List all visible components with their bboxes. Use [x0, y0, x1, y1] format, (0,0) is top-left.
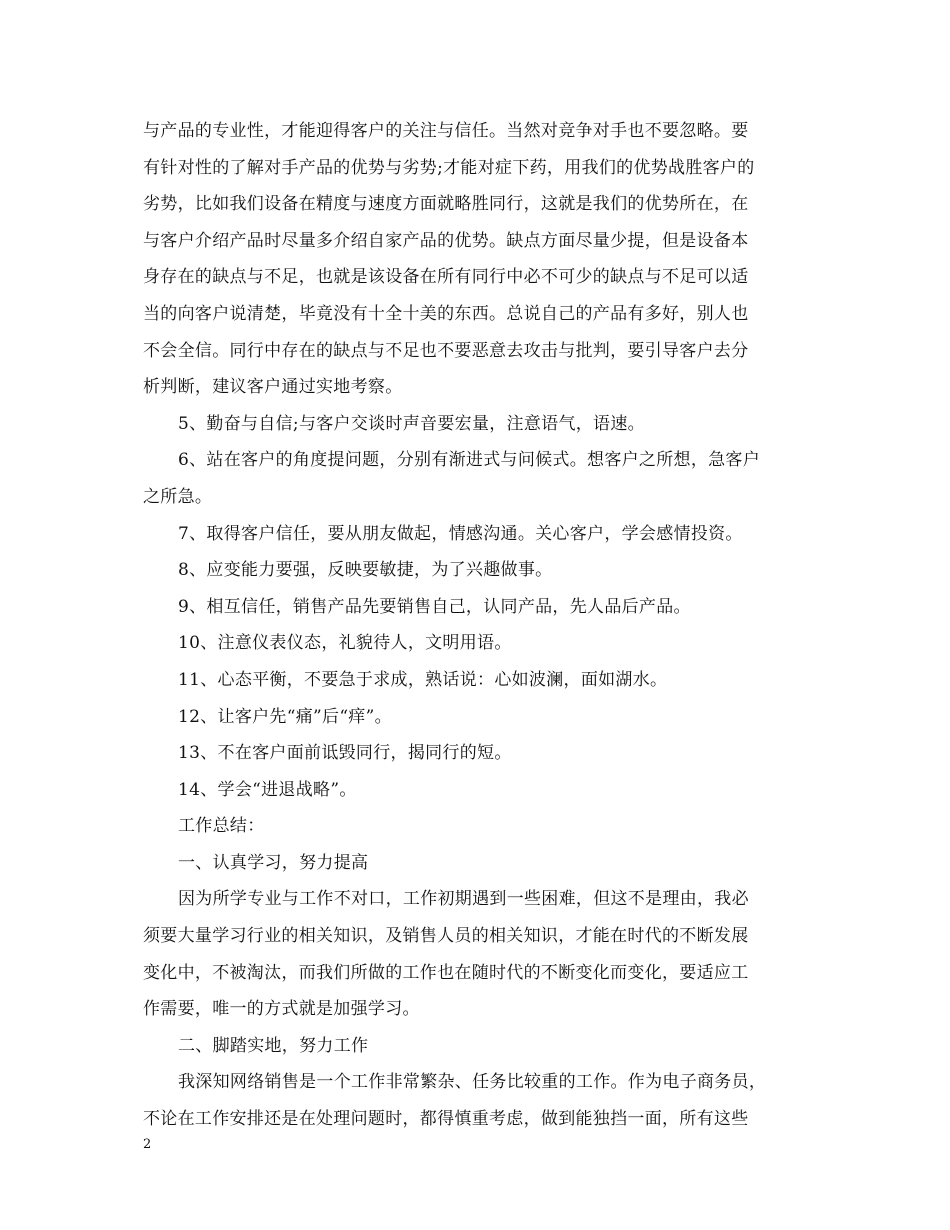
text-line: 作需要，唯一的方式就是加强学习。: [143, 999, 420, 1020]
text-line: 12、让客户先“痛”后“痒”。: [178, 706, 392, 727]
text-line: 一、认真学习，努力提高: [178, 852, 369, 873]
text-line: 因为所学专业与工作不对口，工作初期遇到一些困难，但这不是理由，我必: [178, 889, 749, 910]
page-number: 2: [143, 1137, 152, 1152]
text-line: 劣势，比如我们设备在精度与速度方面就略胜同行，这就是我们的优势所在，在: [143, 194, 749, 215]
text-line: 有针对性的了解对手产品的优势与劣势;才能对症下药，用我们的优势战胜客户的: [143, 157, 755, 178]
text-line: 我深知网络销售是一个工作非常繁杂、任务比较重的工作。作为电子商务员，: [178, 1072, 767, 1093]
text-line: 10、注意仪表仪态，礼貌待人，文明用语。: [178, 633, 512, 654]
text-line: 须要大量学习行业的相关知识，及销售人员的相关知识，才能在时代的不断发展: [143, 926, 749, 947]
text-line: 11、心态平衡，不要急于求成，熟话说：心如波澜，面如湖水。: [178, 669, 668, 690]
text-line: 6、站在客户的角度提问题，分别有渐进式与问候式。想客户之所想，急客户: [178, 450, 761, 471]
document-body: [143, 113, 808, 1138]
text-line: 之所急。: [143, 486, 213, 507]
text-line: 变化中，不被淘汰，而我们所做的工作也在随时代的不断变化而变化，要适应工: [143, 962, 749, 983]
text-line: 不论在工作安排还是在处理问题时，都得慎重考虑，做到能独挡一面，所有这些: [143, 1109, 749, 1130]
text-line: 身存在的缺点与不足，也就是该设备在所有同行中必不可少的缺点与不足可以适: [143, 267, 749, 288]
text-line: 5、勤奋与自信;与客户交谈时声音要宏量，注意语气，语速。: [178, 413, 645, 434]
text-line: 与产品的专业性，才能迎得客户的关注与信任。当然对竞争对手也不要忽略。要: [143, 121, 749, 141]
text-line: 13、不在客户面前诋毁同行，揭同行的短。: [178, 743, 512, 764]
text-line: 与客户介绍产品时尽量多介绍自家产品的优势。缺点方面尽量少提，但是设备本: [143, 230, 749, 251]
text-line: 工作总结：: [178, 816, 265, 837]
text-line: 9、相互信任，销售产品先要销售自己，认同产品，先人品后产品。: [178, 596, 691, 617]
text-line: 7、取得客户信任，要从朋友做起，情感沟通。关心客户，学会感情投资。: [178, 523, 743, 544]
text-line: 二、脚踏实地，努力工作: [178, 1035, 369, 1056]
text-line: 14、学会“进退战略”。: [178, 779, 357, 800]
text-line: 不会全信。同行中存在的缺点与不足也不要恶意去攻击与批判，要引导客户去分: [143, 340, 749, 361]
text-line: 当的向客户说清楚，毕竟没有十全十美的东西。总说自己的产品有多好，别人也: [143, 303, 749, 324]
text-line: 析判断，建议客户通过实地考察。: [143, 377, 403, 398]
text-line: 8、应变能力要强，反映要敏捷，为了兴趣做事。: [178, 560, 553, 581]
